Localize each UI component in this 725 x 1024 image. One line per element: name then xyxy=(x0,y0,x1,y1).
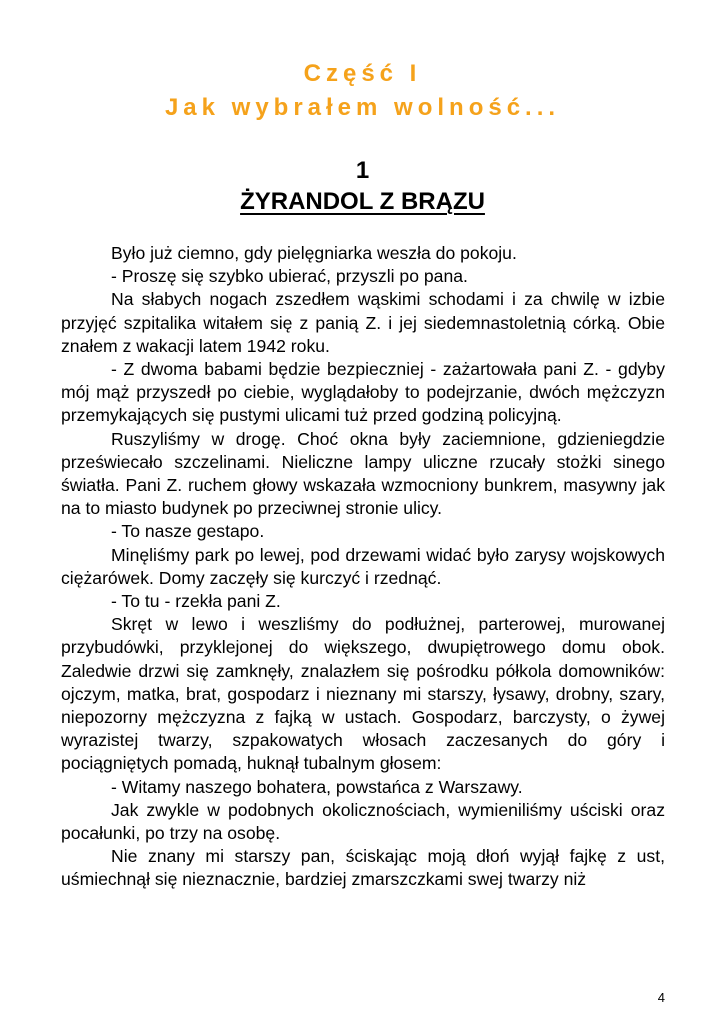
paragraph: Ruszyliśmy w drogę. Choć okna były zaciemnione, gdzieniegdzie przeświecało szczelinami. Nieliczne lampy uliczne rzucały stożki sinego światła. Pani Z. ruchem głowy wskazała wzmocniony bunkrem, masywny jak na to miasto budynek po przeciwnej stronie ulicy. xyxy=(61,428,665,519)
paragraph: Było już ciemno, gdy pielęgniarka weszła do pokoju. xyxy=(111,243,517,263)
paragraph: - To tu - rzekła pani Z. xyxy=(111,591,281,612)
part-title-heading: Jak wybrałem wolność... xyxy=(164,94,561,121)
part-number-heading: Część I xyxy=(303,60,422,87)
paragraph: - To nasze gestapo. xyxy=(111,521,265,542)
body-text xyxy=(61,242,665,892)
paragraph: Minęliśmy park po lewej, pod drzewami widać było zarysy wojskowych ciężarówek. Domy zaczęły się kurczyć i rzednąć. xyxy=(61,544,665,588)
chapter-title-heading xyxy=(0,188,725,216)
paragraph: - Z dwoma babami będzie bezpieczniej - zażartowała pani Z. - gdyby mój mąż przyszedł po ciebie, wyglądałoby to podejrzanie, dwóch mężczyzn przemykających się pustymi ulicami tuż przed godziną policyjną. xyxy=(61,359,665,426)
chapter-number: 1 xyxy=(355,157,370,184)
paragraph: - Witamy naszego bohatera, powstańca z Warszawy. xyxy=(111,776,523,797)
page-number: 4 xyxy=(657,990,665,1005)
paragraph: Skręt w lewo i weszliśmy do podłużnej, parterowej, murowanej przybudówki, przyklejonej do większego, dwupiętrowego domu obok. Zaledwie drzwi się zamknęły, znalazłem się pośrodku półkola domowników: ojczym, matka, brat, gospodarz i nieznany mi starszy, łysawy, drobny, szary, niepozorny mężczyzna z fajką w ustach. Gospodarz, barczysty, o żywej wyrazistej twarzy, szpakowatych włosach zaczesanych do góry i pociągniętych pomadą, huknął tubalnym głosem: xyxy=(61,614,665,774)
paragraph: Nie znany mi starszy pan, ściskając moją dłoń wyjął fajkę z ust, uśmiechnął się nieznacznie, bardziej zmarszczkami swej twarzy niż xyxy=(61,846,665,890)
paragraph: - Proszę się szybko ubierać, przyszli po pana. xyxy=(111,266,468,287)
chapter-title-text: ŻYRANDOL Z BRĄZU xyxy=(240,188,485,215)
paragraph: Jak zwykle w podobnych okolicznościach, wymieniliśmy uściski oraz pocałunki, po trzy na osobę. xyxy=(61,799,665,844)
paragraph: Na słabych nogach zszedłem wąskimi schodami i za chwilę w izbie przyjęć szpitalika witałem się z panią Z. i jej siedemnastoletnią córką. Obie znałem z wakacji latem 1942 roku. xyxy=(61,289,665,356)
